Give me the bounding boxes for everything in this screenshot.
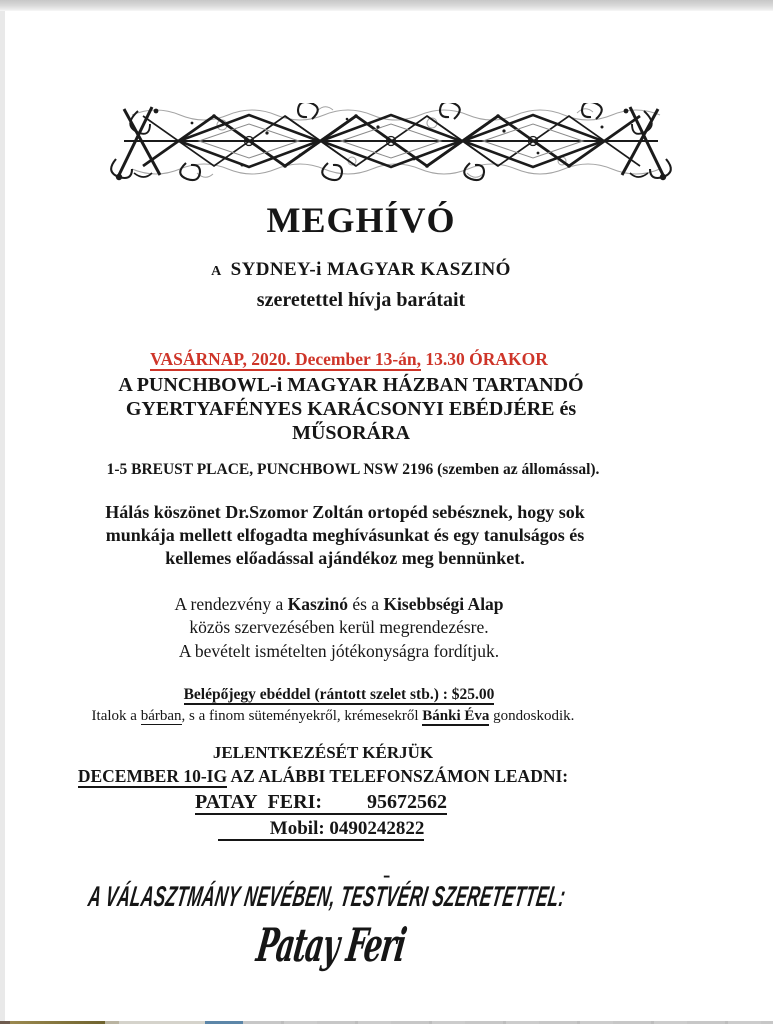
organizers-paragraph (13, 593, 665, 663)
tagline: szeretettel hívja barátait (256, 289, 466, 311)
venue-line: MŰSORÁRA (292, 422, 410, 444)
drinks-bar: bárban (140, 707, 182, 724)
page-title: MEGHÍVÓ (266, 200, 456, 240)
rsvp-line2-rest: AZ ALÁBBI TELEFONSZÁMON LEADNI: (227, 765, 569, 786)
organizers-line2: közös szervezésében kerül megrendezésre. (189, 617, 489, 638)
thanks-line: kellemes előadással ajándékoz meg bennünket. (165, 548, 525, 568)
phone-number: PATAY FERI: 95672562 (194, 790, 448, 813)
drinks-text: Italok a (91, 707, 141, 724)
phone-line (0, 789, 647, 816)
rsvp-line1: JELENTKEZÉSÉT KÉRJÜK (212, 742, 434, 762)
org-name: SYDNEY-i MAGYAR KASZINÓ (230, 259, 511, 280)
mobile-number: Mobil: 0490242822 (217, 817, 425, 839)
organizers-text: A rendezvény a (174, 594, 288, 614)
invitation-page (5, 11, 773, 1024)
stray-mark: - (383, 862, 391, 887)
window-top-edge (0, 0, 773, 11)
event-date-line (23, 347, 675, 371)
closing-handwritten-line: A VÁLASZTMÁNY NEVÉBEN, TESTVÉRI SZERETETTEL: (86, 879, 569, 913)
drinks-banki-eva: Bánki Éva (422, 707, 490, 724)
drinks-text: gondoskodik. (489, 707, 575, 724)
event-time: 13.30 ÓRAKOR (421, 349, 548, 369)
address-line: 1-5 BREUST PLACE, PUNCHBOWL NSW 2196 (szemben az állomással). (106, 461, 600, 478)
event-date-underlined: VASÁRNAP, 2020. December 13-án, (150, 349, 422, 369)
venue-line: A PUNCHBOWL-i MAGYAR HÁZBAN TARTANDÓ (118, 374, 584, 396)
venue-block (25, 373, 677, 445)
mobile-line (0, 816, 647, 842)
organizer-kaszino: Kaszinó (287, 594, 348, 614)
ornament-divider (65, 103, 717, 185)
thanks-paragraph (19, 501, 671, 570)
rsvp-deadline: DECEMBER 10-IG (77, 765, 228, 786)
org-prefix: A (211, 264, 222, 279)
ornament-flourish-band (102, 103, 680, 185)
venue-line: GYERTYAFÉNYES KARÁCSONYI EBÉDJÉRE és (125, 398, 577, 420)
thanks-line: munkája mellett elfogadta meghívásunkat és egy tanulságos és (105, 525, 585, 545)
organizers-line3: A bevételt ismételten jótékonyságra fordítjuk. (178, 640, 500, 661)
organizer-kisebbsegi-alap: Kisebbségi Alap (383, 594, 504, 614)
drinks-line (7, 706, 659, 727)
organization-line (35, 257, 687, 285)
drinks-text: , s a finom süteményekről, krémesekről (181, 707, 423, 724)
ticket-price-text: Belépőjegy ebéddel (rántott szelet stb.) : $25.00 (183, 685, 495, 703)
signature: Patay Feri (253, 917, 409, 972)
ticket-price-line (13, 684, 665, 706)
thanks-line: Hálás köszönet Dr.Szomor Zoltán ortopéd sebésznek, hogy sok (105, 502, 585, 522)
organizers-line1 (13, 593, 665, 616)
rsvp-line2 (0, 764, 649, 788)
organizers-text: és a (347, 594, 384, 614)
